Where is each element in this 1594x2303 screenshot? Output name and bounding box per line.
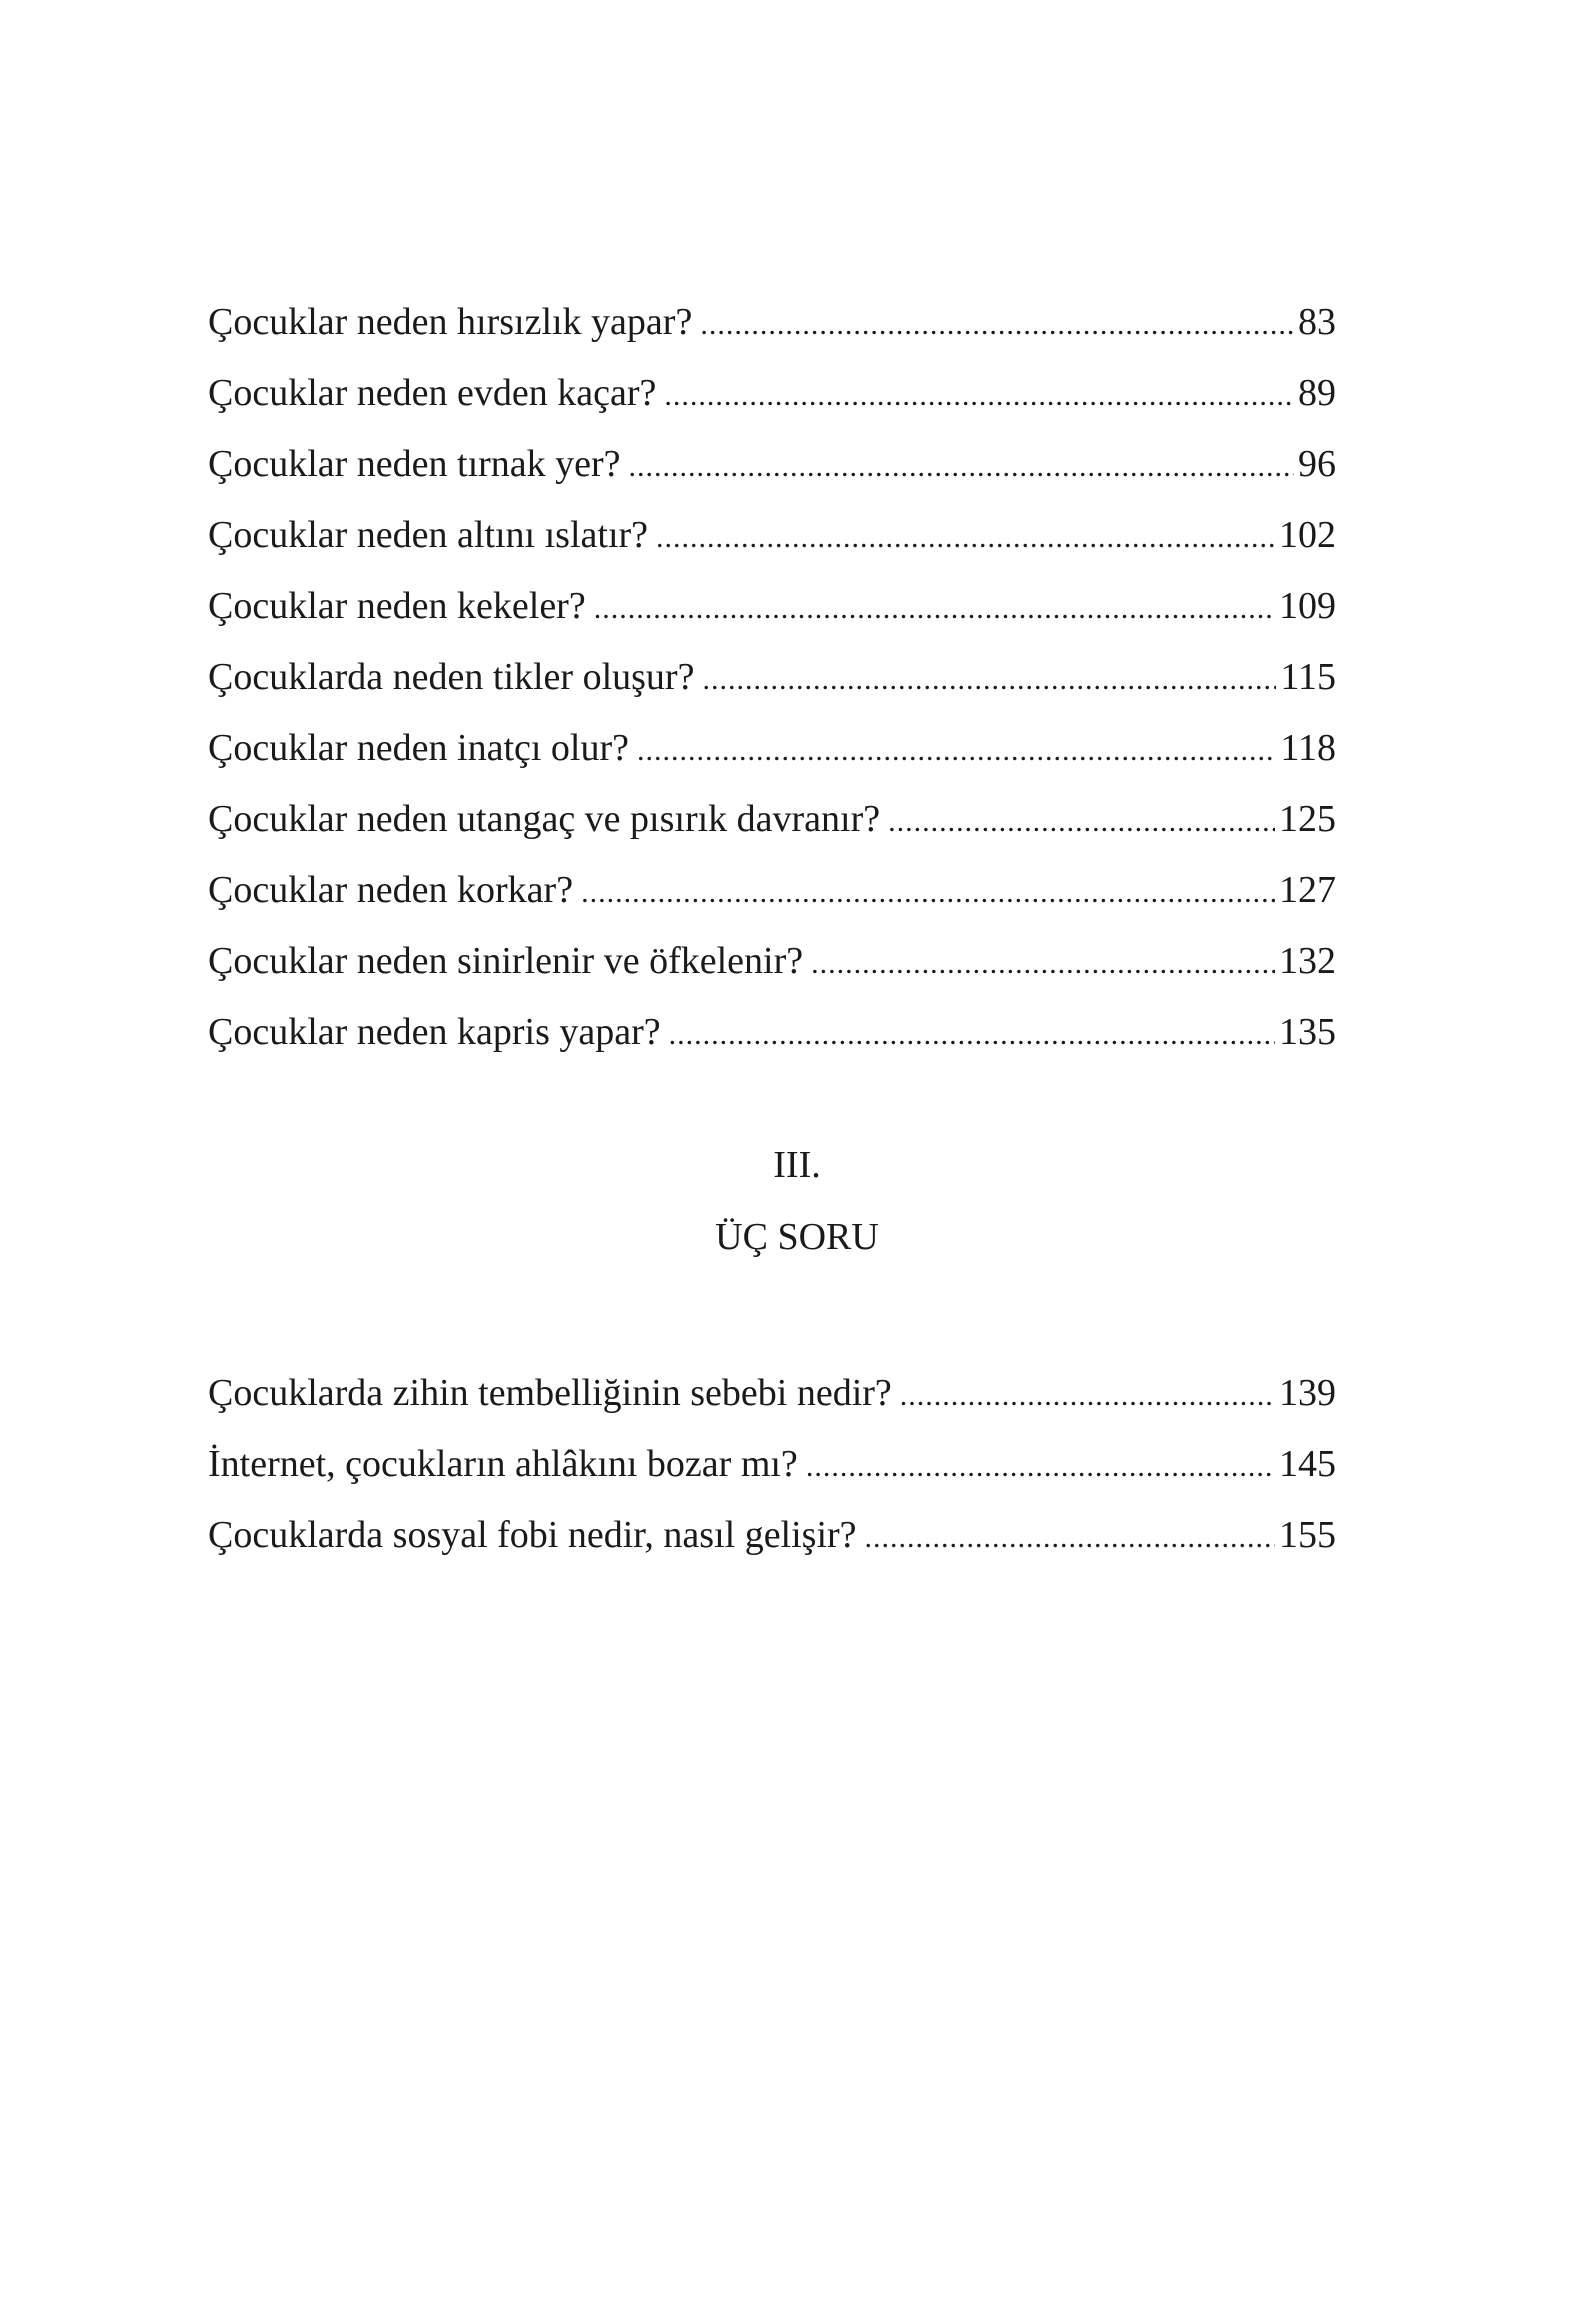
toc-entry bbox=[208, 1358, 1336, 1429]
toc-entry bbox=[208, 429, 1336, 500]
toc-entry-title: Çocuklar neden kapris yapar? bbox=[208, 1011, 661, 1053]
toc-entry-page: 155 bbox=[1279, 1514, 1336, 1556]
toc-entry-page: 89 bbox=[1298, 372, 1336, 414]
toc-entry-title: Çocuklarda neden tikler oluşur? bbox=[208, 656, 695, 698]
dot-leader bbox=[581, 857, 1275, 928]
toc-entry-title: Çocuklar neden utangaç ve pısırık davranır? bbox=[208, 798, 881, 840]
toc-entry bbox=[208, 500, 1336, 571]
toc-entry-title: Çocuklar neden korkar? bbox=[208, 869, 574, 911]
toc-entry-title: İnternet, çocukların ahlâkını bozar mı? bbox=[208, 1443, 798, 1485]
dot-leader bbox=[806, 1431, 1275, 1502]
dot-leader bbox=[656, 502, 1275, 573]
dot-leader bbox=[629, 431, 1294, 502]
dot-leader bbox=[888, 786, 1275, 857]
dot-leader bbox=[865, 1502, 1275, 1573]
toc-entry-page: 135 bbox=[1279, 1011, 1336, 1053]
dot-leader bbox=[669, 999, 1275, 1070]
toc-section-two bbox=[208, 287, 1336, 1068]
toc-entry bbox=[208, 287, 1336, 358]
toc-entry bbox=[208, 1429, 1336, 1500]
toc-entry bbox=[208, 642, 1336, 713]
toc-entry-page: 96 bbox=[1298, 443, 1336, 485]
toc-entry-page: 139 bbox=[1279, 1372, 1336, 1414]
toc-entry-title: Çocuklar neden altını ıslatır? bbox=[208, 514, 649, 556]
toc-entry-page: 109 bbox=[1279, 585, 1336, 627]
toc-entry bbox=[208, 571, 1336, 642]
toc-entry bbox=[208, 855, 1336, 926]
section-title: ÜÇ SORU bbox=[715, 1216, 879, 1258]
section-number: III. bbox=[773, 1144, 821, 1186]
toc-entry-title: Çocuklar neden hırsızlık yapar? bbox=[208, 301, 693, 343]
toc-entry bbox=[208, 713, 1336, 784]
toc-entry-page: 115 bbox=[1280, 656, 1336, 698]
dot-leader bbox=[664, 360, 1294, 431]
toc-entry bbox=[208, 997, 1336, 1068]
toc-section-three bbox=[208, 1358, 1336, 1571]
toc-entry-page: 83 bbox=[1298, 301, 1336, 343]
toc-entry bbox=[208, 358, 1336, 429]
toc-entry-page: 118 bbox=[1280, 727, 1336, 769]
toc-entry bbox=[208, 784, 1336, 855]
dot-leader bbox=[594, 573, 1275, 644]
toc-entry-title: Çocuklar neden evden kaçar? bbox=[208, 372, 657, 414]
toc-entry-title: Çocuklar neden inatçı olur? bbox=[208, 727, 630, 769]
toc-entry bbox=[208, 926, 1336, 997]
toc-entry-title: Çocuklar neden tırnak yer? bbox=[208, 443, 621, 485]
dot-leader bbox=[702, 644, 1276, 715]
toc-entry-page: 145 bbox=[1279, 1443, 1336, 1485]
toc-entry-page: 127 bbox=[1279, 869, 1336, 911]
dot-leader bbox=[900, 1360, 1275, 1431]
toc-entry-page: 132 bbox=[1279, 940, 1336, 982]
toc-entry-title: Çocuklar neden kekeler? bbox=[208, 585, 586, 627]
toc-entry-title: Çocuklarda zihin tembelliğinin sebebi nedir? bbox=[208, 1372, 892, 1414]
toc-entry-title: Çocuklarda sosyal fobi nedir, nasıl gelişir? bbox=[208, 1514, 857, 1556]
dot-leader bbox=[637, 715, 1276, 786]
dot-leader bbox=[811, 928, 1275, 999]
dot-leader bbox=[700, 289, 1294, 360]
toc-entry-page: 125 bbox=[1279, 798, 1336, 840]
toc-entry bbox=[208, 1500, 1336, 1571]
toc-entry-page: 102 bbox=[1279, 514, 1336, 556]
toc-entry-title: Çocuklar neden sinirlenir ve öfkelenir? bbox=[208, 940, 804, 982]
